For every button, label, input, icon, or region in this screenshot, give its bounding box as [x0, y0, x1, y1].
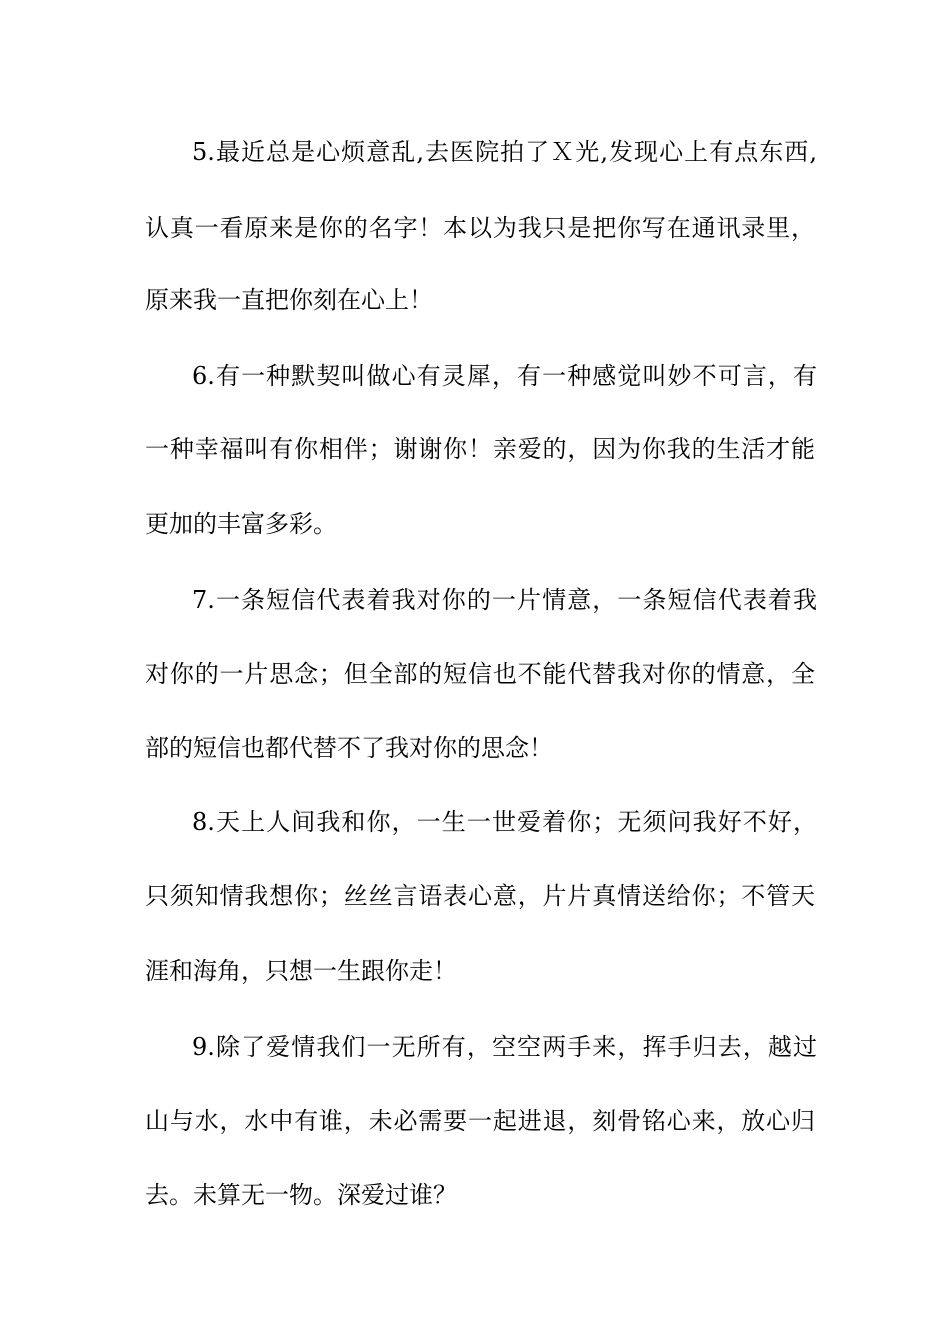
paragraph-6-line-3: 更加的丰富多彩。 [145, 510, 337, 538]
paragraph-5-line-2: 认真一看原来是你的名字！本以为我只是把你写在通讯录里， [145, 214, 815, 242]
paragraph-6-line-2: 一种幸福叫有你相伴；谢谢你！亲爱的，因为你我的生活才能 [145, 435, 815, 463]
paragraph-8-line-2: 只须知情我想你；丝丝言语表心意，片片真情送给你；不管天 [145, 882, 815, 910]
paragraph-9-line-3: 去。未算无一物。深爱过谁？ [145, 1181, 457, 1209]
paragraph-9-line-2: 山与水，水中有谁，未必需要一起进退，刻骨铭心来，放心归 [145, 1107, 815, 1135]
paragraph-7-line-1: 7.一条短信代表着我对你的一片情意，一条短信代表着我 [192, 586, 817, 614]
paragraph-9-line-1: 9.除了爱情我们一无所有，空空两手来，挥手归去，越过 [192, 1033, 817, 1061]
paragraph-8-line-1: 8.天上人间我和你，一生一世爱着你；无须问我好不好， [192, 808, 817, 836]
paragraph-7-line-3: 部的短信也都代替不了我对你的思念！ [145, 734, 553, 762]
paragraph-8-line-3: 涯和海角，只想一生跟你走！ [145, 957, 457, 985]
paragraph-7-line-2: 对你的一片思念；但全部的短信也不能代替我对你的情意，全 [145, 660, 815, 688]
paragraph-5-line-1: 5.最近总是心烦意乱,去医院拍了Ｘ光,发现心上有点东西, [192, 138, 817, 166]
paragraph-5-line-3: 原来我一直把你刻在心上！ [145, 286, 433, 314]
paragraph-6-line-1: 6.有一种默契叫做心有灵犀，有一种感觉叫妙不可言，有 [192, 362, 817, 390]
